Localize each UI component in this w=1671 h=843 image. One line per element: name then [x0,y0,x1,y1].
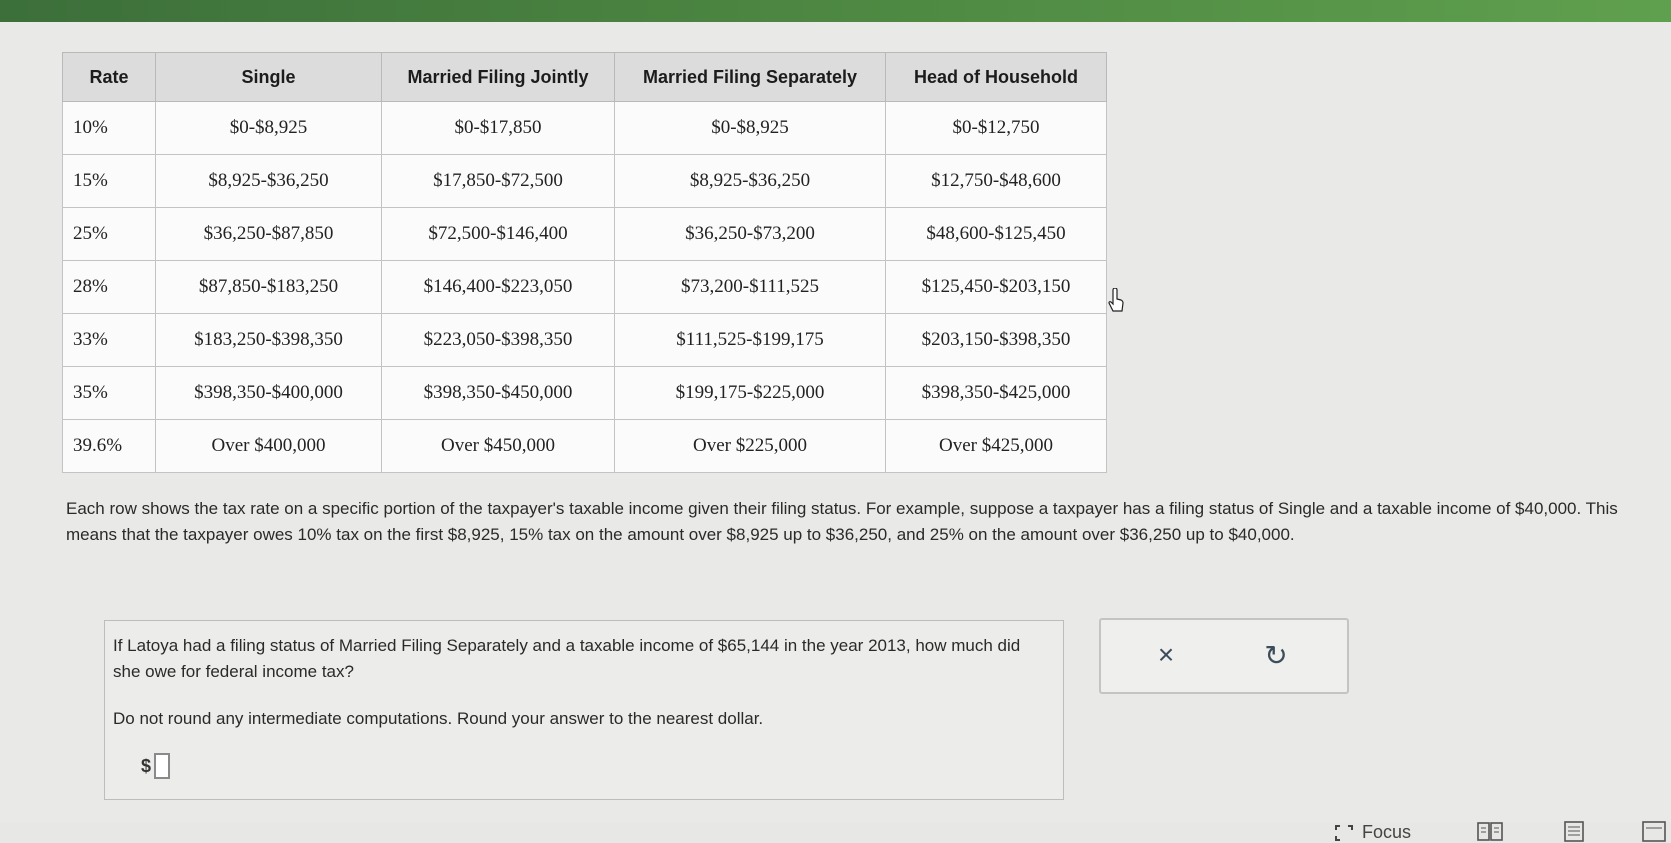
separately-cell: $8,925-$36,250 [615,155,886,208]
jointly-cell: Over $450,000 [382,420,615,473]
household-cell: Over $425,000 [886,420,1107,473]
separately-cell: $111,525-$199,175 [615,314,886,367]
answer-actions [1099,618,1349,694]
close-icon: × [1157,639,1175,670]
single-cell: $8,925-$36,250 [156,155,382,208]
rate-cell: 35% [63,367,156,420]
answer-row [141,753,170,779]
household-cell: $398,350-$425,000 [886,367,1107,420]
table-row [63,155,1107,208]
table-header-row [63,53,1107,102]
rate-cell: 25% [63,208,156,261]
rate-cell: 39.6% [63,420,156,473]
single-cell: $36,250-$87,850 [156,208,382,261]
header-married-separately: Married Filing Separately [615,53,886,102]
answer-input[interactable] [154,753,170,779]
household-cell: $0-$12,750 [886,102,1107,155]
header-rate: Rate [63,53,156,102]
table-row [63,261,1107,314]
rate-cell: 28% [63,261,156,314]
rate-cell: 33% [63,314,156,367]
header-single: Single [156,53,382,102]
formula-icon[interactable] [1640,820,1668,842]
household-cell: $203,150-$398,350 [886,314,1107,367]
table-row [63,208,1107,261]
table-row [63,367,1107,420]
table-row [63,314,1107,367]
single-cell: $398,350-$400,000 [156,367,382,420]
rate-cell: 10% [63,102,156,155]
jointly-cell: $146,400-$223,050 [382,261,615,314]
reset-button[interactable] [1251,632,1301,678]
description-text: Each row shows the tax rate on a specific portion of the taxpayer's taxable income given their filing status. For example, suppose a taxpayer has a filing status of Single and a taxable income of $40,000. This means that the taxpayer owes 10% tax on the first $8,925, 15% tax on the amount over $8,925 up to $36,250, and 25% on the amount over $36,250 up to $40,000. [66,499,1618,544]
jointly-cell: $72,500-$146,400 [382,208,615,261]
household-cell: $12,750-$48,600 [886,155,1107,208]
separately-cell: $199,175-$225,000 [615,367,886,420]
jointly-cell: $17,850-$72,500 [382,155,615,208]
notes-icon[interactable] [1560,820,1588,842]
rounding-note: Do not round any intermediate computations. Round your answer to the nearest dollar. [113,709,764,728]
single-cell: $183,250-$398,350 [156,314,382,367]
hand-cursor-icon [1108,288,1124,314]
single-cell: $87,850-$183,250 [156,261,382,314]
separately-cell: $73,200-$111,525 [615,261,886,314]
single-cell: $0-$8,925 [156,102,382,155]
separately-cell: Over $225,000 [615,420,886,473]
currency-symbol: $ [141,755,152,776]
redo-icon: ↻ [1264,639,1288,671]
household-cell: $48,600-$125,450 [886,208,1107,261]
focus-button[interactable] [1334,822,1411,843]
header-head-of-household: Head of Household [886,53,1107,102]
jointly-cell: $398,350-$450,000 [382,367,615,420]
question-panel [104,620,1064,800]
rate-cell: 15% [63,155,156,208]
focus-icon [1334,824,1354,842]
focus-label: Focus [1362,822,1412,842]
table-row [63,102,1107,155]
separately-cell: $36,250-$73,200 [615,208,886,261]
clear-button[interactable] [1141,632,1191,678]
header-married-jointly: Married Filing Jointly [382,53,615,102]
single-cell: Over $400,000 [156,420,382,473]
household-cell: $125,450-$203,150 [886,261,1107,314]
jointly-cell: $0-$17,850 [382,102,615,155]
separately-cell: $0-$8,925 [615,102,886,155]
jointly-cell: $223,050-$398,350 [382,314,615,367]
question-text: If Latoya had a filing status of Married Filing Separately and a taxable income of $65,144 in the year 2013, how much did she owe for federal income tax? [113,636,1021,681]
table-row [63,420,1107,473]
book-icon[interactable] [1476,820,1504,842]
tax-rate-table [62,52,1107,473]
page [0,22,1671,842]
